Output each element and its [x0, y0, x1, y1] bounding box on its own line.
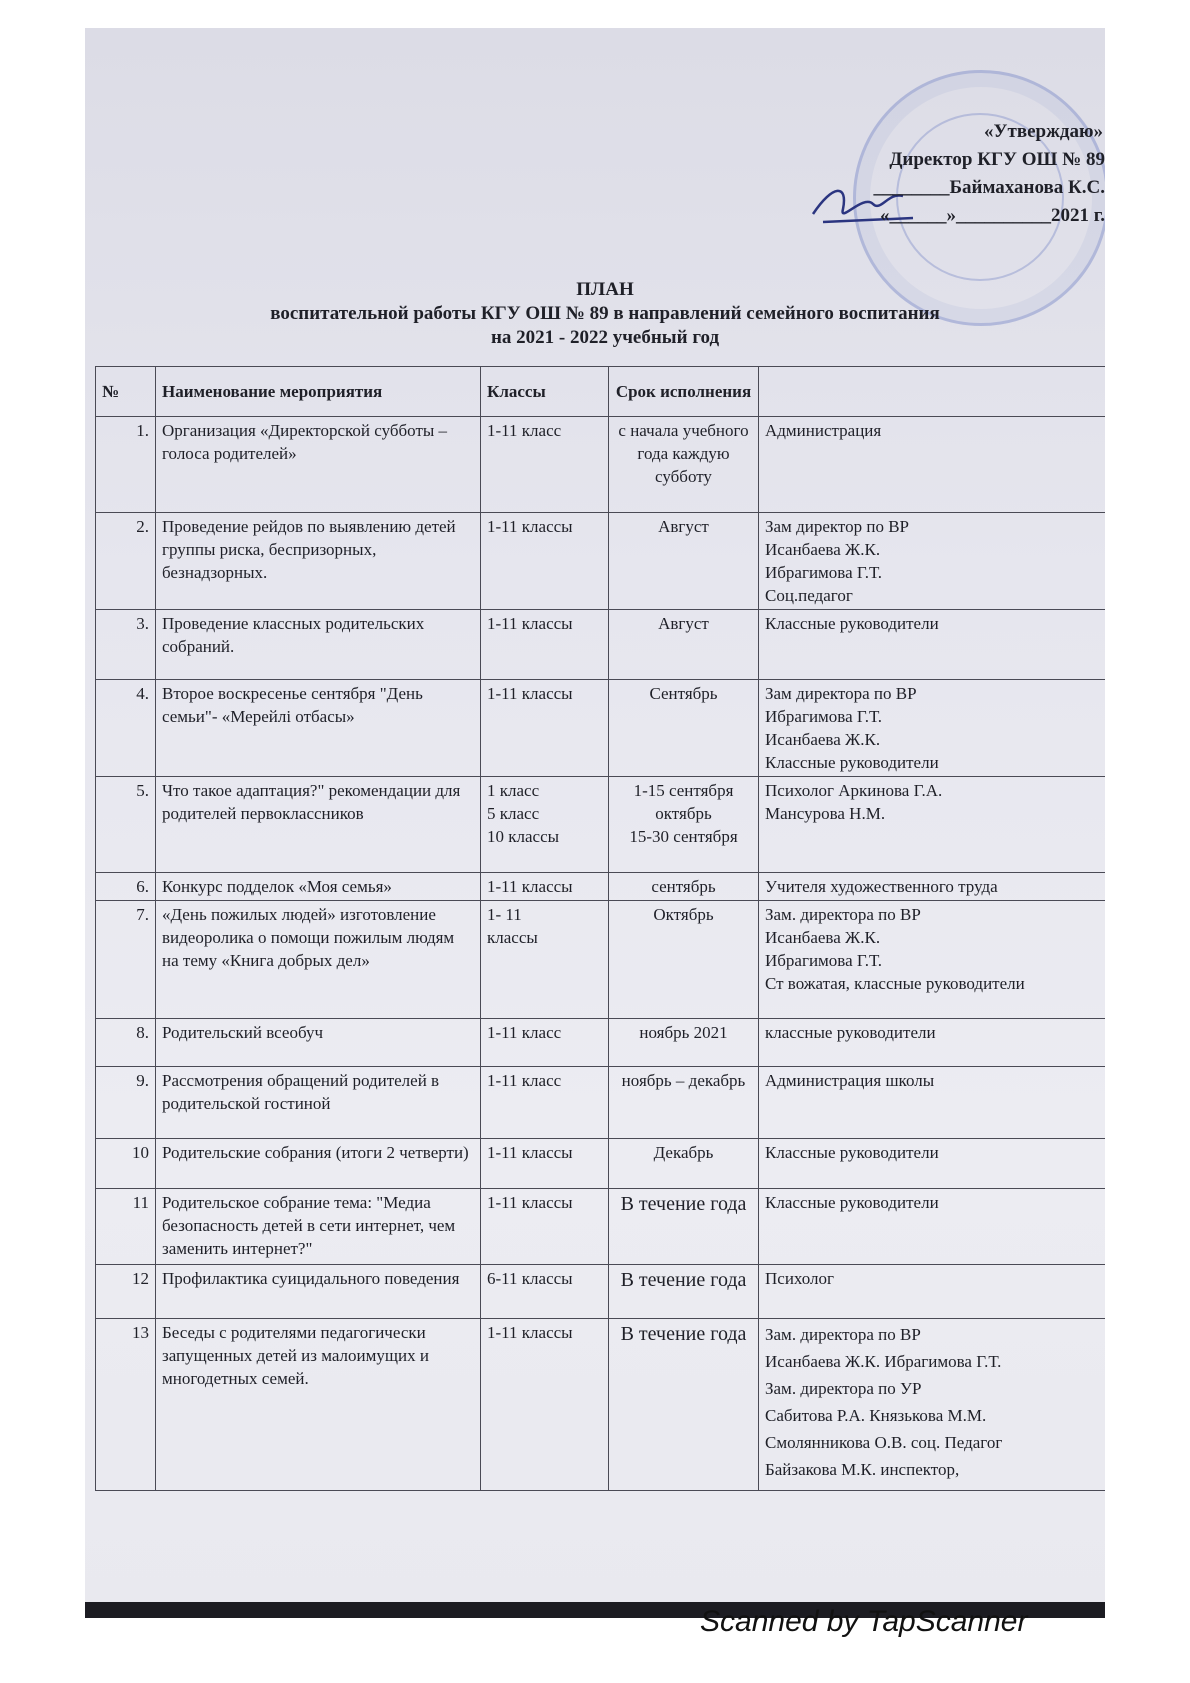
row-deadline: Сентябрь — [609, 680, 759, 777]
approval-line-1: «Утверждаю» — [984, 121, 1103, 142]
row-classes: 1-11 классы — [481, 1139, 609, 1189]
table-row — [96, 777, 1106, 873]
row-responsible: Зам. директора по ВР Исанбаева Ж.К. Ибрагимова Г.Т. Зам. директора по УР Сабитова Р.А. Князькова М.М. Смолянникова О.В. соц. Педагог Байзакова М.К. инспектор, — [759, 1319, 1106, 1491]
row-classes: 1-11 класс — [481, 1067, 609, 1139]
row-classes: 1 класс 5 класс 10 классы — [481, 777, 609, 873]
table-row — [96, 901, 1106, 1019]
row-classes: 1-11 классы — [481, 1189, 609, 1265]
row-name: Рассмотрения обращений родителей в родительской гостиной — [156, 1067, 481, 1139]
row-classes: 1-11 классы — [481, 873, 609, 901]
table-row — [96, 513, 1106, 610]
table-row — [96, 610, 1106, 680]
row-deadline: 1-15 сентября октябрь 15-30 сентября — [609, 777, 759, 873]
table-row — [96, 1265, 1106, 1319]
row-name: Беседы с родителями педагогически запущенных детей из малоимущих и многодетных семей. — [156, 1319, 481, 1491]
title-line-2: воспитательной работы КГУ ОШ № 89 в направлений семейного воспитания — [270, 303, 940, 324]
row-responsible: Психолог — [759, 1265, 1106, 1319]
row-deadline: Октябрь — [609, 901, 759, 1019]
row-num: 1. — [96, 417, 156, 513]
row-num: 8. — [96, 1019, 156, 1067]
row-name: Конкурс подделок «Моя семья» — [156, 873, 481, 901]
row-num: 3. — [96, 610, 156, 680]
row-num: 13 — [96, 1319, 156, 1491]
row-responsible: Классные руководители — [759, 1189, 1106, 1265]
table-row — [96, 1139, 1106, 1189]
row-num: 7. — [96, 901, 156, 1019]
row-deadline: Август — [609, 513, 759, 610]
row-deadline: сентябрь — [609, 873, 759, 901]
row-name: Что такое адаптация?" рекомендации для родителей первоклассников — [156, 777, 481, 873]
row-num: 2. — [96, 513, 156, 610]
scanned-photo — [85, 28, 1105, 1618]
row-num: 12 — [96, 1265, 156, 1319]
row-responsible: Зам директор по ВР Исанбаева Ж.К. Ибрагимова Г.Т. Соц.педагог — [759, 513, 1106, 610]
scanner-watermark: Scanned by TapScanner — [700, 1605, 1028, 1638]
approval-line-2: Директор КГУ ОШ № 89 — [889, 149, 1105, 170]
plan-table — [95, 366, 1105, 1491]
row-responsible: Зам директора по ВР Ибрагимова Г.Т. Исанбаева Ж.К. Классные руководители — [759, 680, 1106, 777]
row-deadline: В течение года — [609, 1189, 759, 1265]
title-line-3: на 2021 - 2022 учебный год — [490, 327, 720, 348]
document-title — [180, 278, 1030, 350]
row-name: Родительский всеобуч — [156, 1019, 481, 1067]
row-name: «День пожилых людей» изготовление видеоролика о помощи пожилым людям на тему «Книга добрых дел» — [156, 901, 481, 1019]
approval-line-3: ________Баймаханова К.С. — [873, 177, 1105, 198]
row-deadline: ноябрь – декабрь — [609, 1067, 759, 1139]
row-responsible: Классные руководители — [759, 610, 1106, 680]
table-row — [96, 417, 1106, 513]
row-deadline: В течение года — [609, 1319, 759, 1491]
header-deadline: Срок исполнения — [609, 367, 759, 417]
table-row — [96, 1189, 1106, 1265]
row-num: 10 — [96, 1139, 156, 1189]
row-deadline: Август — [609, 610, 759, 680]
row-responsible: классные руководители — [759, 1019, 1106, 1067]
row-name: Родительское собрание тема: "Медиа безопасность детей в сети интернет, чем заменить интернет?" — [156, 1189, 481, 1265]
row-name: Проведение классных родительских собраний. — [156, 610, 481, 680]
row-num: 6. — [96, 873, 156, 901]
row-num: 9. — [96, 1067, 156, 1139]
row-responsible: Зам. директора по ВР Исанбаева Ж.К. Ибрагимова Г.Т. Ст вожатая, классные руководители — [759, 901, 1106, 1019]
row-classes: 1- 11 классы — [481, 901, 609, 1019]
row-classes: 1-11 классы — [481, 610, 609, 680]
approval-line-4: «______»__________2021 г. — [880, 205, 1105, 226]
header-classes: Классы — [481, 367, 609, 417]
row-responsible: Администрация — [759, 417, 1106, 513]
table-header-row — [96, 367, 1106, 417]
approval-block — [815, 118, 1105, 230]
row-deadline: Декабрь — [609, 1139, 759, 1189]
row-classes: 1-11 классы — [481, 513, 609, 610]
row-name: Профилактика суицидального поведения — [156, 1265, 481, 1319]
row-num: 11 — [96, 1189, 156, 1265]
title-line-1: ПЛАН — [576, 279, 634, 300]
header-responsible — [759, 367, 1106, 417]
header-name: Наименование мероприятия — [156, 367, 481, 417]
row-classes: 6-11 классы — [481, 1265, 609, 1319]
row-deadline: ноябрь 2021 — [609, 1019, 759, 1067]
row-name: Организация «Директорской субботы – голоса родителей» — [156, 417, 481, 513]
table-row — [96, 1019, 1106, 1067]
row-classes: 1-11 класс — [481, 417, 609, 513]
row-responsible: Администрация школы — [759, 1067, 1106, 1139]
row-classes: 1-11 классы — [481, 680, 609, 777]
row-classes: 1-11 класс — [481, 1019, 609, 1067]
row-name: Проведение рейдов по выявлению детей группы риска, беспризорных, безнадзорных. — [156, 513, 481, 610]
header-num: № — [96, 367, 156, 417]
row-responsible: Психолог Аркинова Г.А. Мансурова Н.М. — [759, 777, 1106, 873]
row-num: 4. — [96, 680, 156, 777]
table-row — [96, 873, 1106, 901]
row-deadline: В течение года — [609, 1265, 759, 1319]
row-name: Второе воскресенье сентября "День семьи"- «Мерейлі отбасы» — [156, 680, 481, 777]
table-row — [96, 1319, 1106, 1491]
row-name: Родительские собрания (итоги 2 четверти) — [156, 1139, 481, 1189]
row-num: 5. — [96, 777, 156, 873]
table-row — [96, 1067, 1106, 1139]
row-responsible: Учителя художественного труда — [759, 873, 1106, 901]
row-deadline: с начала учебного года каждую субботу — [609, 417, 759, 513]
row-classes: 1-11 классы — [481, 1319, 609, 1491]
table-row — [96, 680, 1106, 777]
row-responsible: Классные руководители — [759, 1139, 1106, 1189]
